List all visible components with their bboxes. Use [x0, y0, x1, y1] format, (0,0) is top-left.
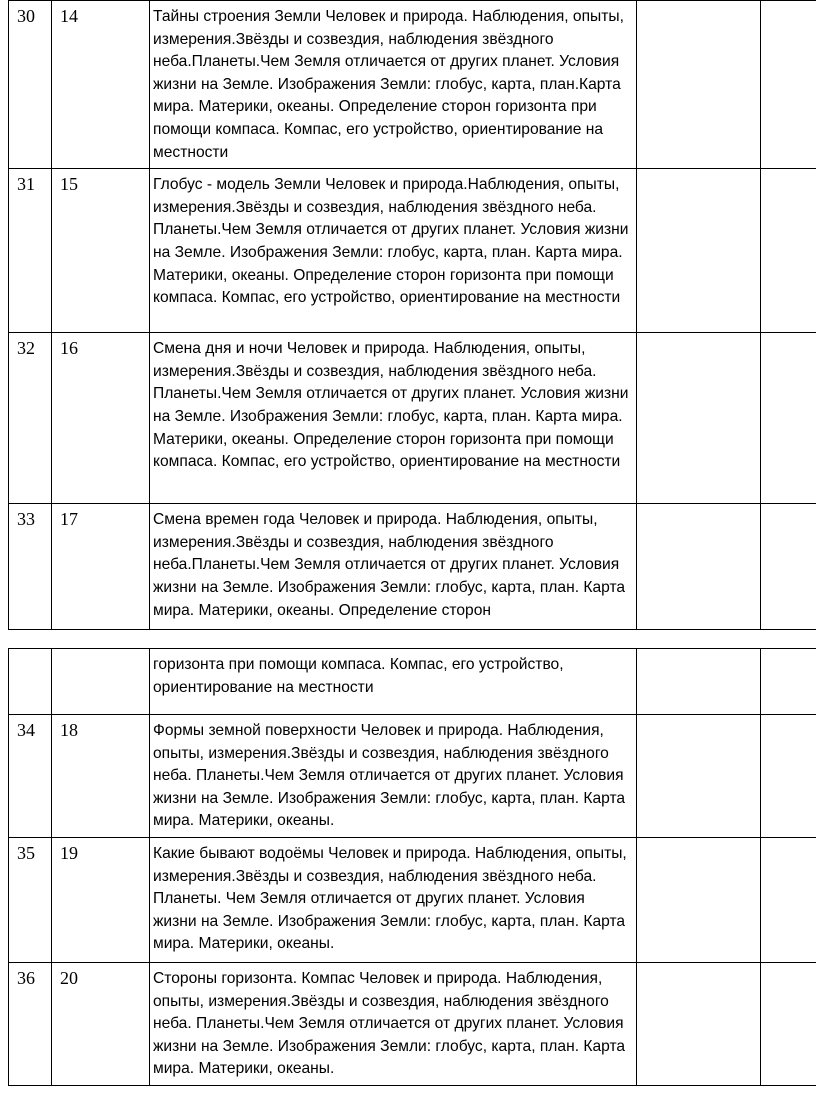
lesson-content: Смена времен года Человек и природа. Наблюдения, опыты, измерения.Звёзды и созвездия, наблюдения звёздного неба.Планеты.Чем Земля отличается от других планет. Условия жизни на Земле. Изображения Земли: глобус, карта, план. Карта мира. Материки, океаны. Определение сторон	[150, 504, 637, 630]
empty-cell	[637, 837, 761, 962]
empty-cell	[637, 1, 761, 169]
lesson-table-part-2	[8, 648, 816, 1086]
lesson-number	[9, 649, 52, 715]
topic-number: 15	[52, 169, 150, 333]
lesson-number: 36	[9, 962, 52, 1085]
table-row	[9, 333, 816, 504]
lesson-table-part-1	[8, 0, 816, 630]
lesson-number: 34	[9, 715, 52, 838]
empty-cell	[637, 962, 761, 1085]
empty-cell	[761, 504, 816, 630]
empty-cell	[761, 1, 816, 169]
empty-cell	[637, 715, 761, 838]
lesson-content: Какие бывают водоёмы Человек и природа. Наблюдения, опыты, измерения.Звёзды и созвездия, наблюдения звёздного неба. Планеты. Чем Земля отличается от других планет. Условия жизни на Земле. Изображения Земли: глобус, карта, план. Карта мира. Материки, океаны.	[150, 837, 637, 962]
table-row	[9, 837, 816, 962]
topic-number: 19	[52, 837, 150, 962]
empty-cell	[637, 169, 761, 333]
lesson-content: Стороны горизонта. Компас Человек и природа. Наблюдения, опыты, измерения.Звёзды и созвездия, наблюдения звёздного неба. Планеты.Чем Земля отличается от других планет. Условия жизни на Земле. Изображения Земли: глобус, карта, план. Карта мира. Материки, океаны.	[150, 962, 637, 1085]
lesson-content: Глобус - модель Земли Человек и природа.Наблюдения, опыты, измерения.Звёзды и созвездия, наблюдения звёздного неба. Планеты.Чем Земля отличается от других планет. Условия жизни на Земле. Изображения Земли: глобус, карта, план. Карта мира. Материки, океаны. Определение сторон горизонта при помощи компаса. Компас, его устройство, ориентирование на местности	[150, 169, 637, 333]
empty-cell	[637, 333, 761, 504]
empty-cell	[637, 504, 761, 630]
lesson-number: 31	[9, 169, 52, 333]
empty-cell	[761, 837, 816, 962]
topic-number	[52, 649, 150, 715]
empty-cell	[761, 715, 816, 838]
topic-number: 16	[52, 333, 150, 504]
topic-number: 17	[52, 504, 150, 630]
empty-cell	[761, 169, 816, 333]
topic-number: 14	[52, 1, 150, 169]
table-row	[9, 504, 816, 630]
empty-cell	[761, 962, 816, 1085]
lesson-content: горизонта при помощи компаса. Компас, его устройство, ориентирование на местности	[150, 649, 637, 715]
topic-number: 18	[52, 715, 150, 838]
lesson-content: Тайны строения Земли Человек и природа. Наблюдения, опыты, измерения.Звёзды и созвездия, наблюдения звёздного неба.Планеты.Чем Земля отличается от других планет. Условия жизни на Земле. Изображения Земли: глобус, карта, план.Карта мира. Материки, океаны. Определение сторон горизонта при помощи компаса. Компас, его устройство, ориентирование на местности	[150, 1, 637, 169]
lesson-number: 33	[9, 504, 52, 630]
lesson-number: 30	[9, 1, 52, 169]
topic-number: 20	[52, 962, 150, 1085]
table-row	[9, 962, 816, 1085]
lesson-number: 35	[9, 837, 52, 962]
empty-cell	[761, 649, 816, 715]
table-row	[9, 1, 816, 169]
table-row	[9, 169, 816, 333]
lesson-content: Смена дня и ночи Человек и природа. Наблюдения, опыты, измерения.Звёзды и созвездия, наблюдения звёздного неба. Планеты.Чем Земля отличается от других планет. Условия жизни на Земле. Изображения Земли: глобус, карта, план. Карта мира. Материки, океаны. Определение сторон горизонта при помощи компаса. Компас, его устройство, ориентирование на местности	[150, 333, 637, 504]
table-row	[9, 715, 816, 838]
table-row	[9, 649, 816, 715]
lesson-number: 32	[9, 333, 52, 504]
empty-cell	[637, 649, 761, 715]
empty-cell	[761, 333, 816, 504]
lesson-content: Формы земной поверхности Человек и природа. Наблюдения, опыты, измерения.Звёзды и созвездия, наблюдения звёздного неба. Планеты.Чем Земля отличается от других планет. Условия жизни на Земле. Изображения Земли: глобус, карта, план. Карта мира. Материки, океаны.	[150, 715, 637, 838]
